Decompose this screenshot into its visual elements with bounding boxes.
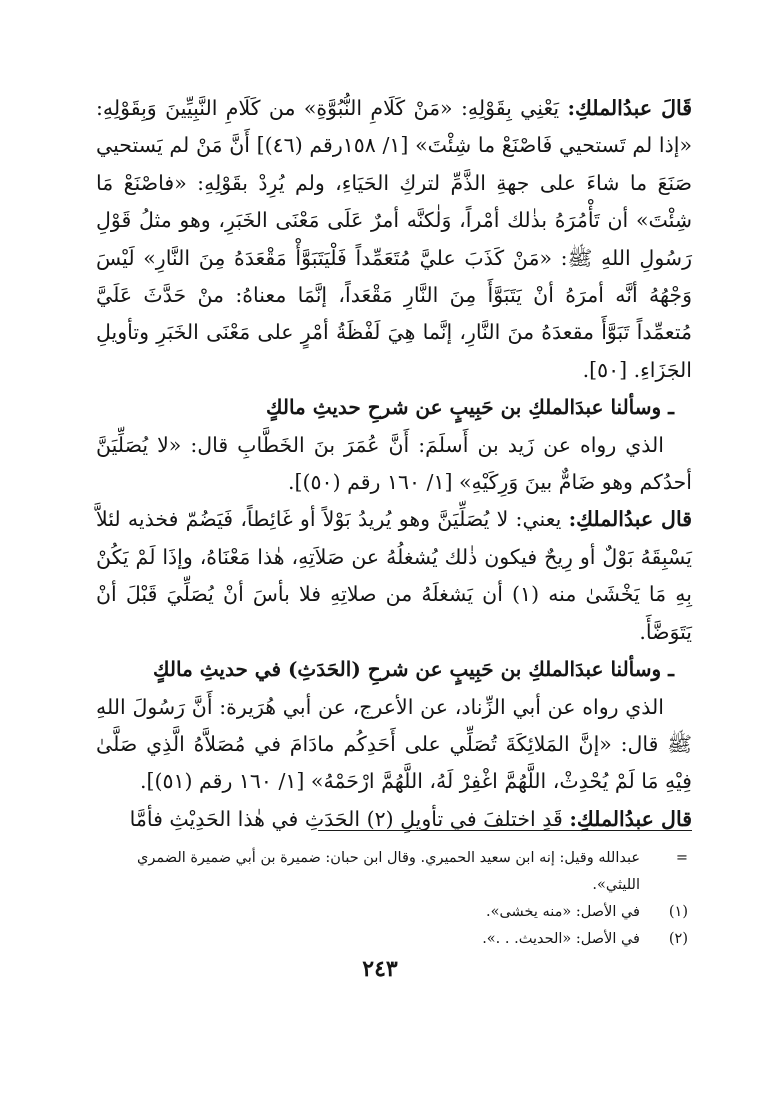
footnote-item [96,926,692,953]
section-heading: ـ وسألنا عبدَالملكِ بن حَبِيبٍ عن شرحِ حديثِ مالكٍ [266,395,674,420]
page-number: ٢٤٣ [362,956,398,982]
paragraph-5 [96,801,692,838]
paragraph-text: يعني: لا يُصَلِّيَنَّ وهو يُريدُ بَوْلاً أو غَائِطاً، فَيَضُمّ فخذيه لئلاَّ يَسْبِقَهُ بَوْلٌ أو رِيحٌ فيكون ذٰلك يُشغلُهُ عن صَلاَتِهِ، هٰذا مَعْنَاهُ، وإذَا لَمْ يَكُنْ بِهِ مَا يَخْشَىٰ منه (١) أن يَشغلَهُ من صلاتِهِ فلا بأسَ أنْ يُصَلِّيَ قَبْلَ أنْ يَتَوَضَّأَ. [96,507,692,644]
footnote-text: في الأصل: «الحديث. . .». [482,931,640,947]
speaker-label: قَالَ عبدُالملكِ: [567,96,693,120]
speaker-label: قال عبدُالملكِ: [568,507,692,532]
paragraph-3 [96,501,692,651]
footnote-divider [318,830,692,831]
footnote-marker: = [675,850,688,866]
main-text [96,90,692,838]
paragraph-text: قَدِ اختلفَ في تأويلِ (٢) الحَدَثِ في هٰذا الحَدِيْثِ فأمَّا [129,806,570,831]
footnote-marker: (٢) [668,931,688,947]
paragraph-1 [96,90,692,389]
speaker-label: قال عبدُالملكِ: [569,806,692,831]
paragraph-text: يَعْنِي بِقَوْلِهِ: «مَنْ كَلَامِ النُّبُوَّةِ» من كَلَامِ النَّبِيِّينَ وَبِقَوْلِهِ: «إذا لم تَستحيي فَاصْنَعْ ما شِئْتَ» [١/ ١٥٨رقم (٤٦)] أَنَّ مَنْ لم يَستحيي صَنَعَ ما شاءَ على جهةِ الذَّمِّ لتركِ الحَيَاءِ، ولم يُرِدْ بقَوْلِهِ: «فاصْنَعْ مَا شِئْتَ» أن تَأْمُرَهُ بذٰلك أمْراً، وَلٰكنَّه أمرٌ عَلَى مَعْنَى الخَبَرِ، وهو مثلُ قَوْلِ رَسُولِ اللهِ ﷺ: «مَنْ كَذَبَ عليَّ مُتَعَمِّداً فَلْيَتَبَوَّأْ مَقْعَدَهُ مِنَ النَّارِ» لَيْسَ وَجْهُهُ أنَّه أمرَهُ أنْ يَتَبَوَّأَ مِنَ النَّارِ مَقْعَداً، إنَّمَا معناهُ: منْ حَدَّثَ عَلَيَّ مُتعمِّداً تَبَوَّأَ مقعدَهُ منَ النَّارِ، إنَّما هِيَ لَفْظَةُ أمْرٍ على مَعْنَى الخَبَرِ وتأويلِ الجَزَاءِ. [٥٠]. [96,96,692,382]
footnotes [96,845,692,953]
footnote-item [96,845,692,899]
paragraph-2: الذي رواه عن زَيد بن أَسلَمَ: أَنَّ عُمَرَ بنَ الخَطَّابِ قال: «لا يُصَلِّيَنَّ أحدُكم وهو ضَامٌّ بينَ وَرِكَيْهِ» [١/ ١٦٠ رقم (٥٠)]. [96,432,692,495]
footnote-text: في الأصل: «منه يخشى». [485,904,640,920]
footnote-text: عبدالله وقيل: إنه ابن سعيد الحميري. وقال ابن حبان: ضميرة بن أبي ضميرة الضمري الليثي». [137,850,640,893]
paragraph-4: الذي رواه عن أبي الزِّناد، عن الأعرج، عن أبي هُرَيرة: أَنَّ رَسُولَ اللهِ ﷺ قال: «إنَّ المَلائِكَةَ تُصَلِّي على أَحَدِكُم مادَامَ في مُصَلاَّهُ الَّذِي صَلَّىٰ فِيْهِ مَا لَمْ يُحْدِثْ، اللَّهُمَّ اغْفِرْ لَهُ، اللَّهُمَّ ارْحَمْهُ» [١/ ١٦٠ رقم (٥١)]. [96,694,692,794]
footnote-item [96,899,692,926]
footnote-marker: (١) [668,904,688,920]
section-heading: ـ وسألنا عبدَالملكِ بن حَبِيبٍ عن شرحِ (الحَدَثِ) في حديثِ مالكٍ [153,657,674,682]
